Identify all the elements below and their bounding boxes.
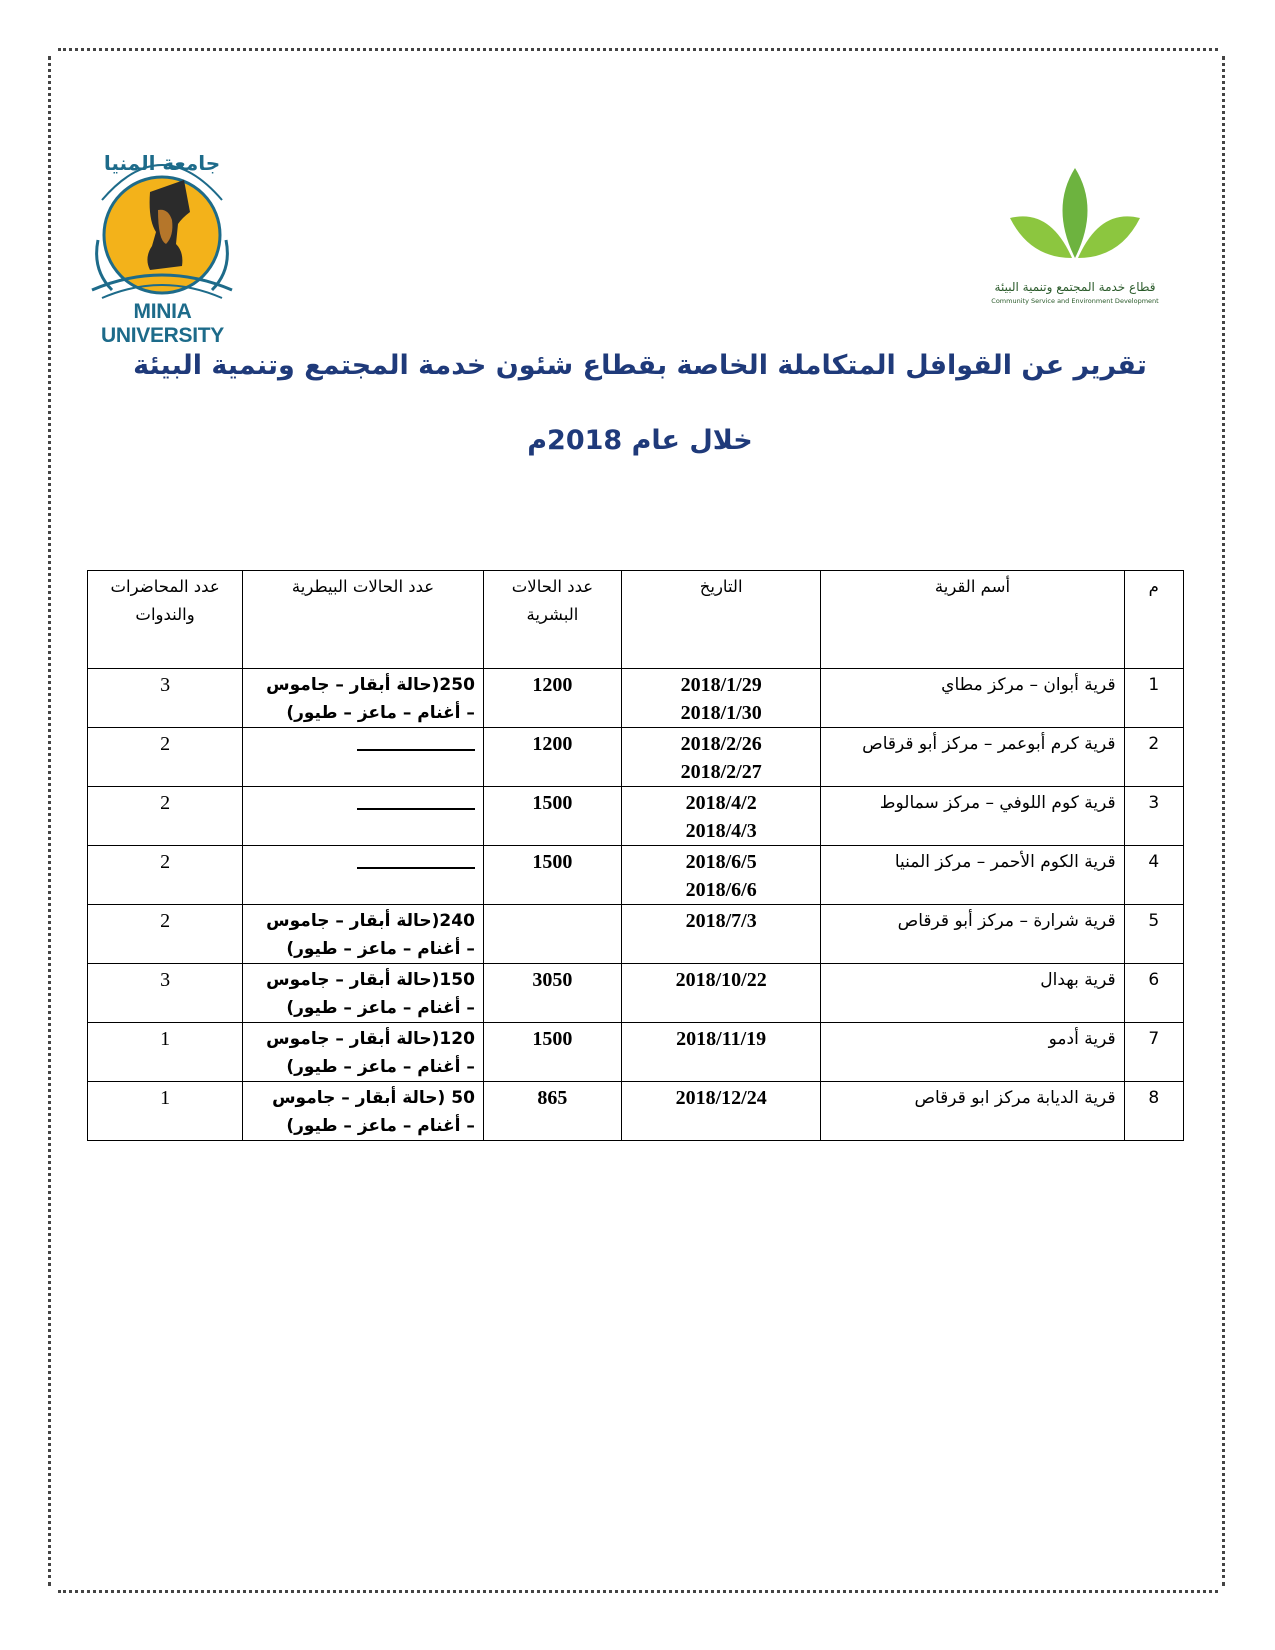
village-name: قرية أدمو — [821, 1023, 1124, 1082]
village-name: قرية الديابة مركز ابو قرقاص — [821, 1082, 1124, 1141]
vet-cases-line-2: – أغنام – ماعز – طيور) — [286, 1057, 475, 1077]
table-row — [88, 1023, 1184, 1082]
page-border-bottom — [58, 1590, 1218, 1593]
row-number: 2 — [1124, 728, 1183, 787]
community-service-logo — [1000, 158, 1150, 278]
date-end: 2018/1/30 — [680, 702, 762, 724]
sector-arabic-name: قطاع خدمة المجتمع وتنمية البيئة — [994, 280, 1156, 294]
visit-date — [621, 669, 820, 728]
header-village: أسم القرية — [821, 571, 1124, 669]
row-number: 6 — [1124, 964, 1183, 1023]
vet-cases-line-2: – أغنام – ماعز – طيور) — [286, 939, 475, 959]
report-title: تقرير عن القوافل المتكاملة الخاصة بقطاع شئون خدمة المجتمع وتنمية البيئة — [133, 350, 1147, 381]
vet-cases — [243, 964, 484, 1023]
human-cases — [483, 905, 621, 964]
table-row — [88, 846, 1184, 905]
vet-cases — [243, 1082, 484, 1141]
date-start: 2018/11/19 — [676, 1028, 767, 1050]
date-end: 2018/2/27 — [680, 761, 762, 783]
university-name: MINIA UNIVERSITY — [100, 300, 225, 347]
visit-date — [621, 787, 820, 846]
vet-cases-line-2: – أغنام – ماعز – طيور) — [286, 703, 475, 723]
table-row — [88, 728, 1184, 787]
row-number: 3 — [1124, 787, 1183, 846]
row-number: 4 — [1124, 846, 1183, 905]
human-cases: 1200 — [483, 728, 621, 787]
table-row — [88, 964, 1184, 1023]
village-name: قرية شرارة – مركز أبو قرقاص — [821, 905, 1124, 964]
vet-cases-line-1: 120(حالة أبقار – جاموس — [266, 1029, 475, 1049]
lectures-count: 3 — [88, 964, 243, 1023]
visit-date — [621, 846, 820, 905]
lectures-count: 1 — [88, 1082, 243, 1141]
lectures-count: 1 — [88, 1023, 243, 1082]
lectures-count: 2 — [88, 905, 243, 964]
vet-cases-line-1: 250(حالة أبقار – جاموس — [266, 675, 475, 695]
vet-cases — [243, 846, 484, 905]
lectures-count: 2 — [88, 846, 243, 905]
village-name: قرية بهدال — [821, 964, 1124, 1023]
human-cases: 1500 — [483, 787, 621, 846]
empty-dash — [357, 749, 475, 751]
date-start: 2018/6/5 — [685, 851, 757, 873]
vet-cases-line-1: 50 (حالة أبقار – جاموس — [272, 1088, 475, 1108]
vet-cases-line-2: – أغنام – ماعز – طيور) — [286, 1116, 475, 1136]
village-name: قرية أبوان – مركز مطاي — [821, 669, 1124, 728]
report-subtitle: خلال عام 2018م — [527, 425, 753, 456]
village-name: قرية كوم اللوفي – مركز سمالوط — [821, 787, 1124, 846]
vet-cases-line-1: 150(حالة أبقار – جاموس — [266, 970, 475, 990]
vet-cases — [243, 728, 484, 787]
vet-cases — [243, 669, 484, 728]
date-start: 2018/10/22 — [675, 969, 767, 991]
vet-cases-line-1: 240(حالة أبقار – جاموس — [266, 911, 475, 931]
date-start: 2018/1/29 — [680, 674, 762, 696]
page-border-right — [1222, 56, 1225, 1586]
visit-date — [621, 728, 820, 787]
visit-date — [621, 905, 820, 964]
university-arabic-name: جامعة المنيا — [103, 151, 221, 175]
table-header-row — [88, 571, 1184, 669]
human-cases: 1500 — [483, 846, 621, 905]
lectures-count: 2 — [88, 787, 243, 846]
visit-date — [621, 1023, 820, 1082]
village-name: قرية كرم أبوعمر – مركز أبو قرقاص — [821, 728, 1124, 787]
date-end: 2018/6/6 — [685, 879, 757, 901]
empty-dash — [357, 867, 475, 869]
sector-english-name: Community Service and Environment Development — [991, 297, 1159, 305]
page-border-top — [58, 48, 1218, 51]
date-end: 2018/4/3 — [685, 820, 757, 842]
date-start: 2018/4/2 — [685, 792, 757, 814]
table-row — [88, 787, 1184, 846]
human-cases: 865 — [483, 1082, 621, 1141]
date-start: 2018/7/3 — [685, 910, 757, 932]
table-row — [88, 1082, 1184, 1141]
convoys-table — [87, 570, 1184, 1141]
table-row — [88, 905, 1184, 964]
visit-date — [621, 1082, 820, 1141]
header-vet-cases: عدد الحالات البيطرية — [243, 571, 484, 669]
vet-cases — [243, 1023, 484, 1082]
table-row — [88, 669, 1184, 728]
row-number: 1 — [1124, 669, 1183, 728]
date-start: 2018/12/24 — [675, 1087, 767, 1109]
page-border-left — [48, 56, 51, 1586]
header-human-cases: عدد الحالات البشرية — [483, 571, 621, 669]
header-lectures: عدد المحاضرات والندوات — [88, 571, 243, 669]
visit-date — [621, 964, 820, 1023]
date-start: 2018/2/26 — [680, 733, 762, 755]
lectures-count: 2 — [88, 728, 243, 787]
human-cases: 3050 — [483, 964, 621, 1023]
header-date: التاريخ — [621, 571, 820, 669]
row-number: 7 — [1124, 1023, 1183, 1082]
village-name: قرية الكوم الأحمر – مركز المنيا — [821, 846, 1124, 905]
human-cases: 1200 — [483, 669, 621, 728]
row-number: 5 — [1124, 905, 1183, 964]
vet-cases-line-2: – أغنام – ماعز – طيور) — [286, 998, 475, 1018]
header-num: م — [1124, 571, 1183, 669]
vet-cases — [243, 905, 484, 964]
row-number: 8 — [1124, 1082, 1183, 1141]
vet-cases — [243, 787, 484, 846]
empty-dash — [357, 808, 475, 810]
human-cases: 1500 — [483, 1023, 621, 1082]
lectures-count: 3 — [88, 669, 243, 728]
